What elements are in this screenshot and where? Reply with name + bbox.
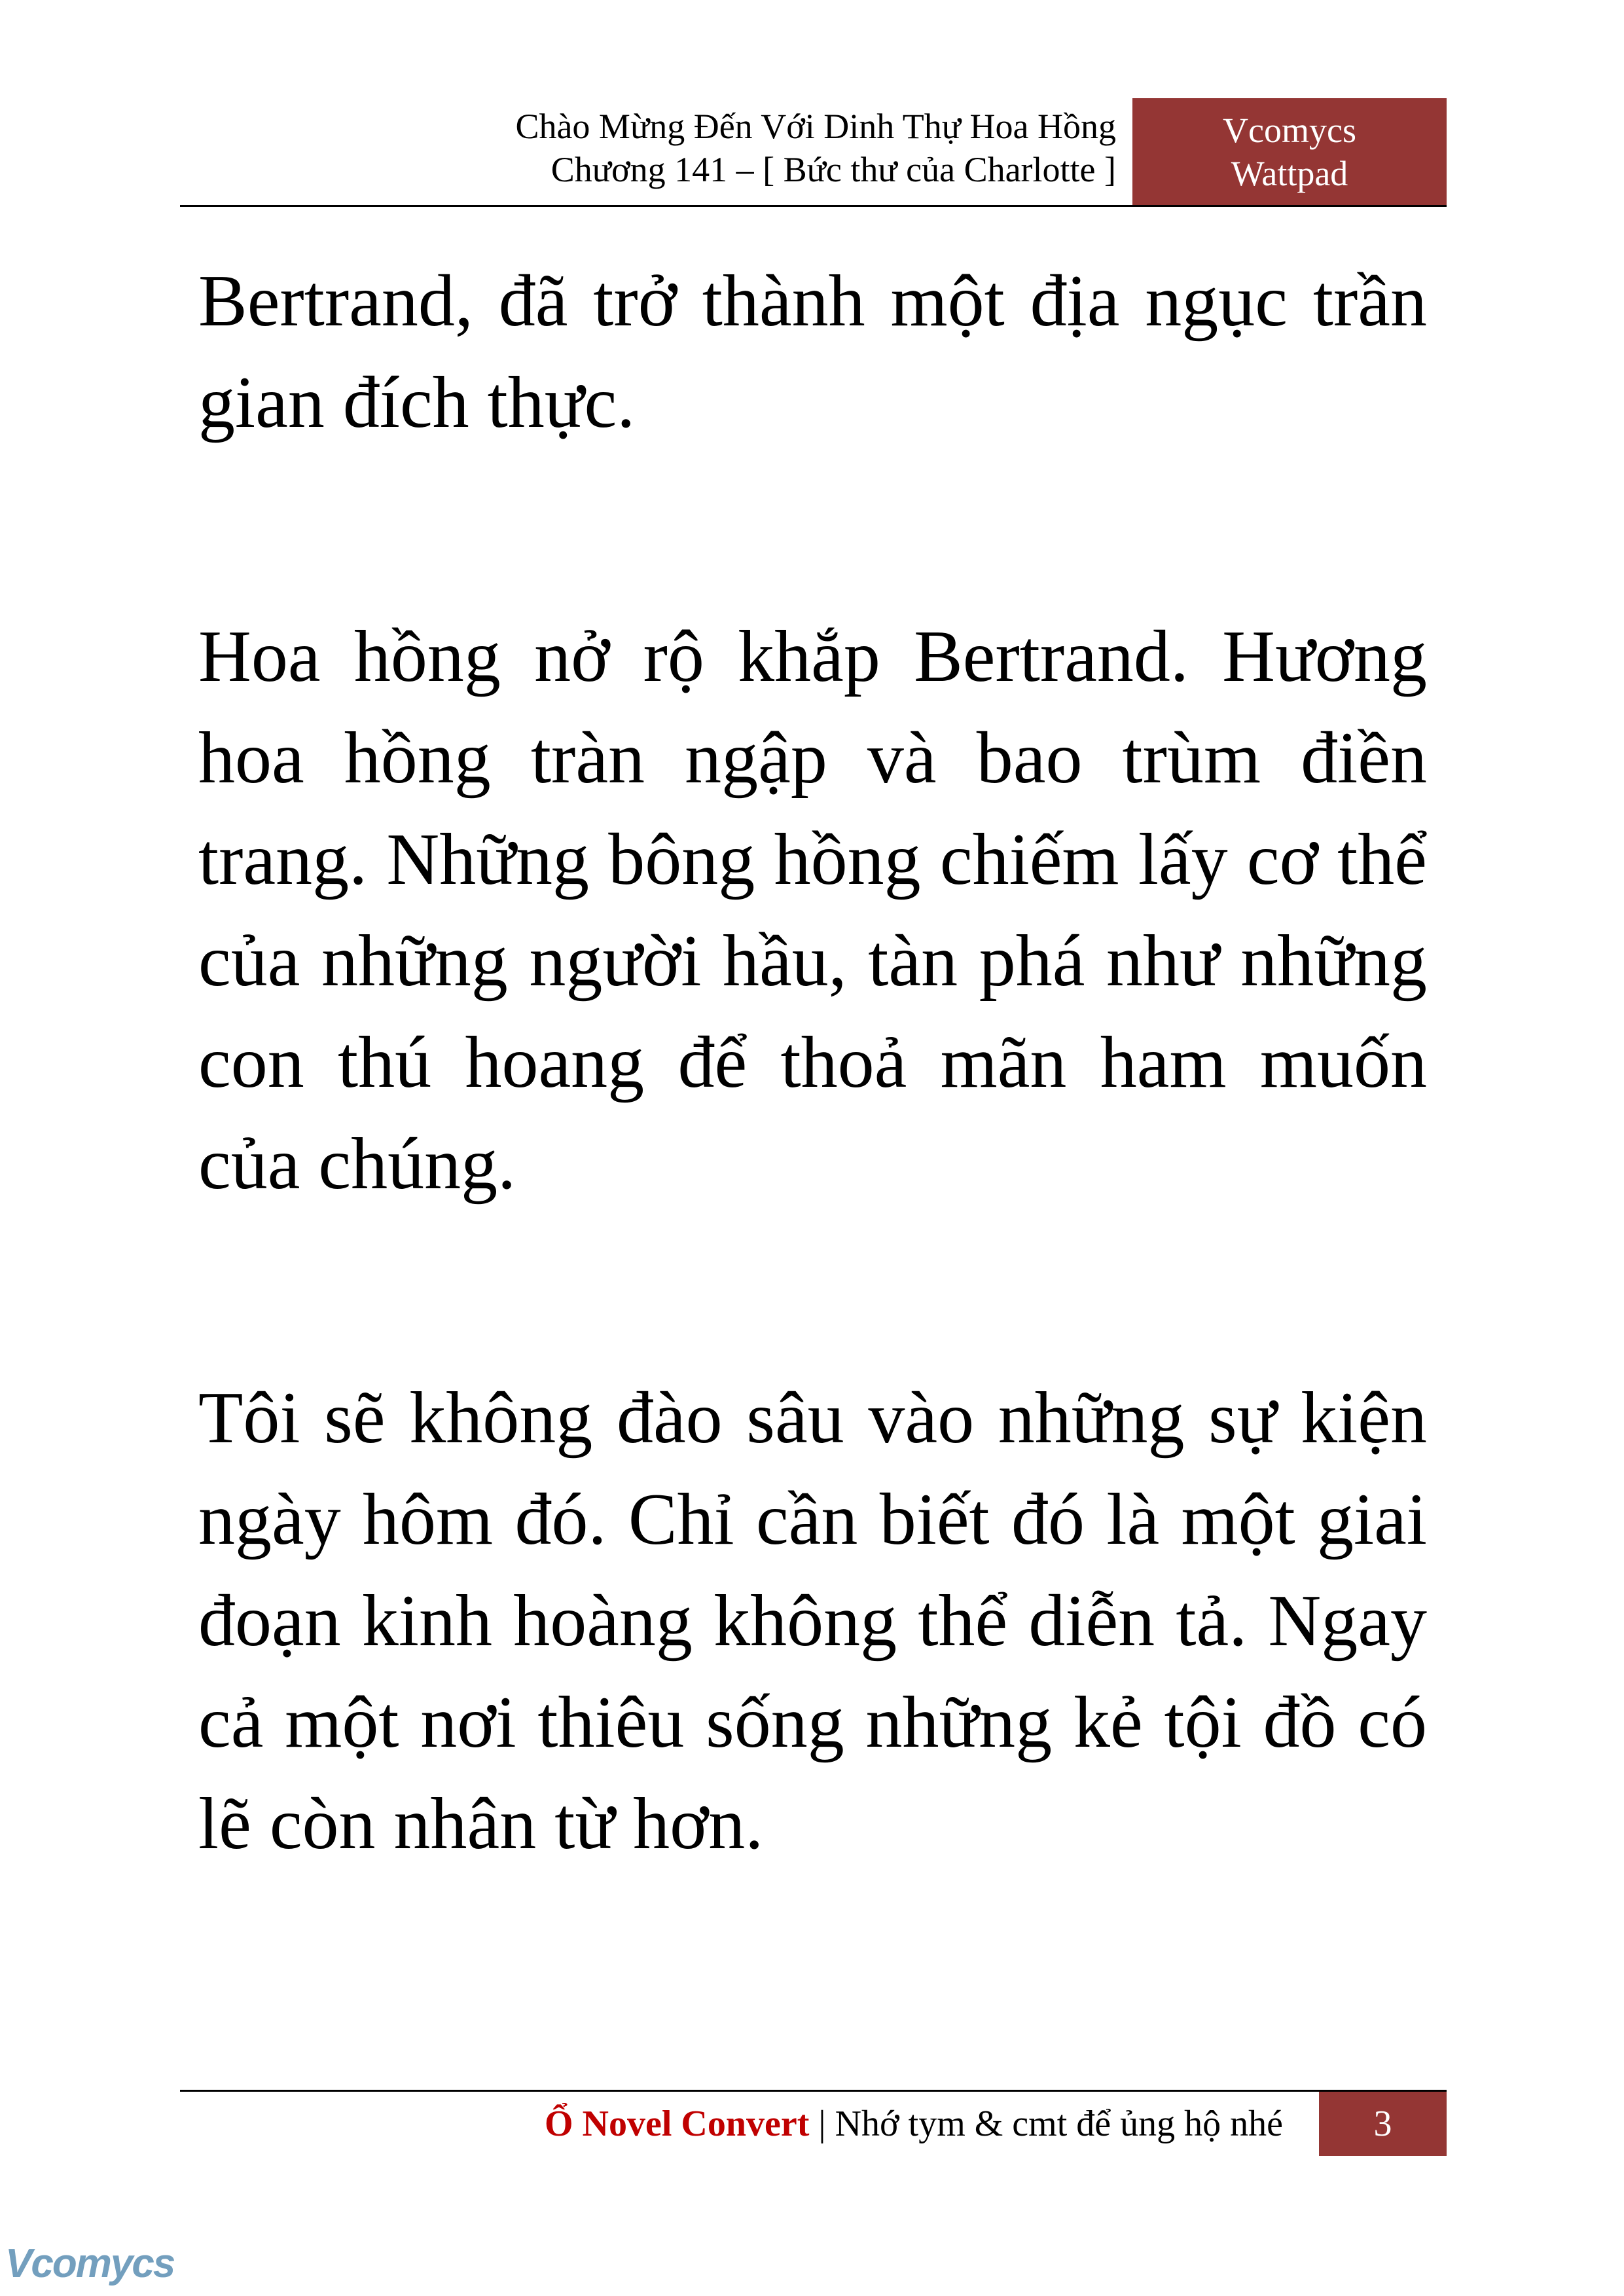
paragraph-spacer xyxy=(198,1215,1427,1368)
footer-message: Nhớ tym & cmt để ủng hộ nhé xyxy=(835,2104,1283,2144)
vcomycs-watermark-logo: Vcomycs xyxy=(5,2241,175,2286)
badge-line-1: Vcomycs xyxy=(1223,111,1356,150)
paragraph-1: Bertrand, đã trở thành một địa ngục trần gian đích thực. xyxy=(198,261,1427,443)
page-footer xyxy=(180,2092,1447,2156)
source-badge xyxy=(1132,98,1447,206)
footer-brand: Ổ Novel Convert xyxy=(545,2104,810,2144)
header-divider xyxy=(180,205,1447,207)
paragraph-3: Tôi sẽ không đào sâu vào những sự kiện ngày hôm đó. Chỉ cần biết đó là một giai đoạn kinh hoàng không thể diễn tả. Ngay cả một nơi thiêu sống những kẻ tội đồ có lẽ còn nhân từ hơn. xyxy=(198,1377,1427,1865)
page-header xyxy=(180,98,1447,206)
paragraph-2: Hoa hồng nở rộ khắp Bertrand. Hương hoa hồng tràn ngập và bao trùm điền trang. Những bông hồng chiếm lấy cơ thể của những người hầu, tàn phá như những con thú hoang để thoả mãn ham muốn của chúng. xyxy=(198,616,1427,1205)
footer-text xyxy=(545,2104,1283,2144)
paragraph-spacer xyxy=(198,454,1427,606)
chapter-title: Chương 141 – [ Bức thư của Charlotte ] xyxy=(550,150,1116,189)
badge-line-2: Wattpad xyxy=(1231,154,1348,193)
page-number: 3 xyxy=(1319,2092,1447,2156)
book-title: Chào Mừng Đến Với Dinh Thự Hoa Hồng xyxy=(515,107,1116,146)
page-body xyxy=(198,251,1427,1875)
footer-separator: | xyxy=(818,2104,826,2144)
header-title-block xyxy=(515,105,1116,191)
